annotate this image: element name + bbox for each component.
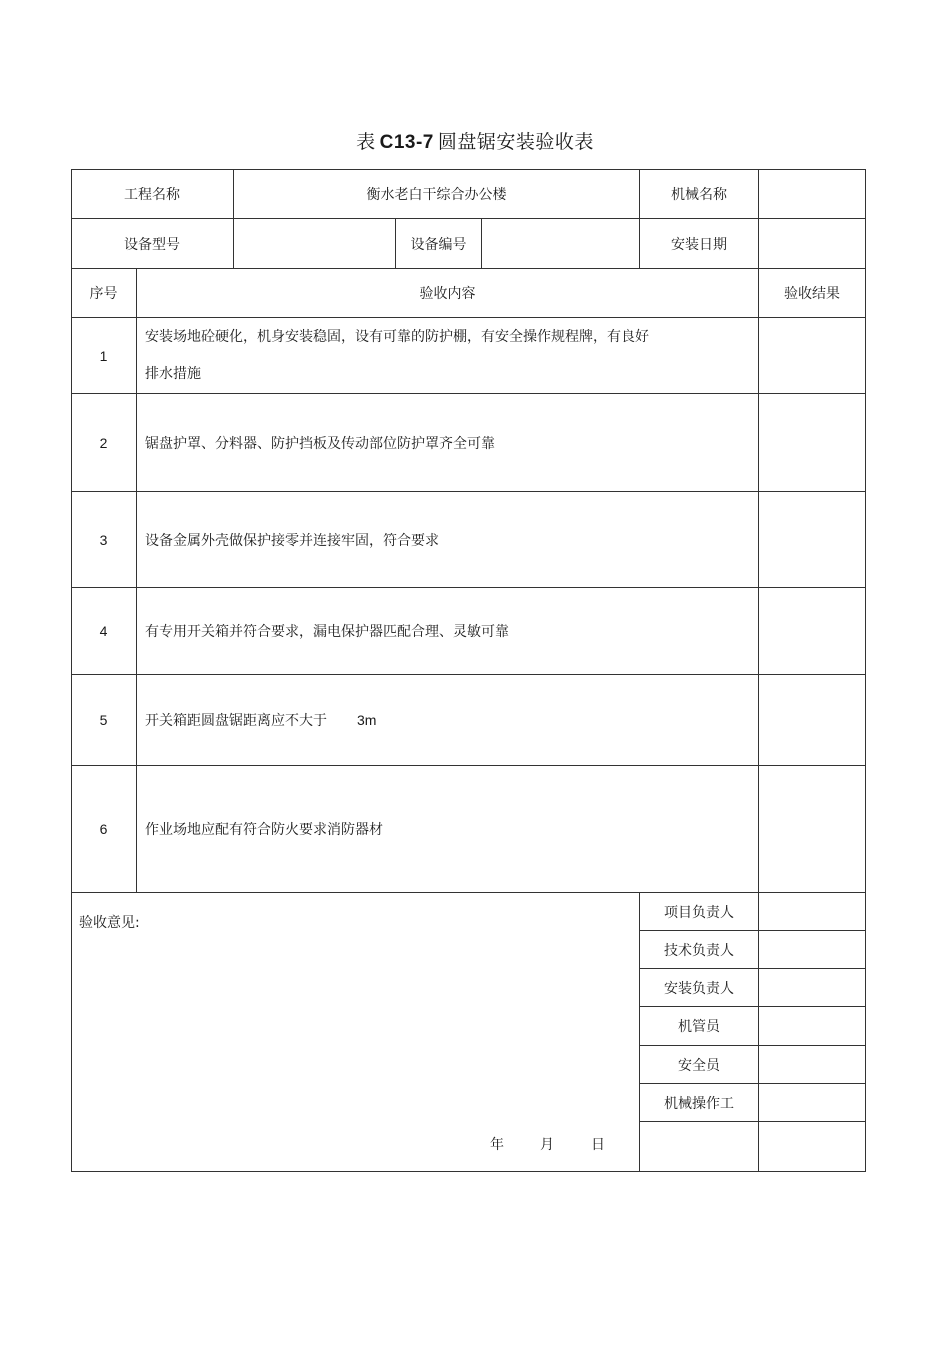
signature-field[interactable] (759, 1084, 865, 1121)
item-number: 1 (99, 347, 108, 364)
item-content: 作业场地应配有符合防火要求消防器材 (145, 822, 383, 838)
date-year: 年 (490, 1137, 504, 1153)
opinion-field[interactable] (72, 939, 638, 1119)
item-number: 3 (99, 531, 108, 548)
equipment-model-field[interactable] (234, 219, 395, 268)
equipment-number-label: 设备编号 (410, 236, 467, 253)
item-number: 2 (99, 434, 108, 451)
signature-label-installation-leader: 安装负责人 (664, 980, 734, 997)
item-content: 设备金属外壳做保护接零并连接牢固，符合要求 (145, 532, 439, 549)
project-name-label: 工程名称 (124, 186, 180, 203)
signature-label-technical-leader: 技术负责人 (664, 942, 734, 959)
title-prefix: 表 (356, 131, 376, 153)
result-column-header: 验收结果 (784, 286, 840, 302)
item-result-field[interactable] (759, 318, 865, 393)
item-content: 有专用开关箱并符合要求，漏电保护器匹配合理、灵敏可靠 (145, 624, 509, 640)
signature-field[interactable] (759, 931, 865, 968)
inspection-form-table (71, 169, 866, 1172)
item-result-field[interactable] (759, 675, 865, 765)
signature-field[interactable] (759, 1007, 865, 1045)
item-content-line: 排水措施 (145, 365, 201, 382)
date-day: 日 (591, 1137, 605, 1153)
item-result-field[interactable] (759, 394, 865, 491)
signature-field[interactable] (759, 969, 865, 1006)
machine-name-label: 机械名称 (671, 186, 727, 203)
item-content (137, 318, 758, 393)
title-code: C13-7 (379, 132, 434, 153)
equipment-number-field[interactable] (482, 219, 639, 268)
opinion-label: 验收意见: (79, 915, 140, 931)
install-date-field[interactable] (759, 219, 865, 268)
date-month: 月 (540, 1137, 554, 1153)
seq-column-header: 序号 (89, 286, 118, 302)
content-column-header: 验收内容 (419, 286, 476, 302)
item-content: 锯盘护罩、分料器、防护挡板及传动部位防护罩齐全可靠 (145, 435, 495, 452)
item-number: 4 (99, 623, 108, 639)
item-result-field[interactable] (759, 492, 865, 587)
title-name: 圆盘锯安装验收表 (437, 131, 594, 153)
signature-label-machine-operator: 机械操作工 (664, 1095, 734, 1112)
project-name-field[interactable]: 衡水老白干综合办公楼 (366, 186, 507, 203)
form-title (0, 127, 950, 154)
signature-label-machine-manager: 机管员 (678, 1019, 720, 1035)
install-date-label: 安装日期 (671, 236, 727, 253)
item-content-text: 开关箱距圆盘锯距离应不大于 (145, 713, 327, 729)
distance-value: 3m (357, 712, 377, 728)
table-border-right (865, 169, 866, 1172)
item-result-field[interactable] (759, 766, 865, 892)
signature-field[interactable] (759, 1122, 865, 1171)
signature-field[interactable] (759, 893, 865, 930)
item-number: 6 (99, 821, 108, 837)
equipment-model-label: 设备型号 (124, 236, 180, 253)
item-number: 5 (99, 712, 108, 728)
machine-name-field[interactable] (759, 169, 865, 218)
signature-field[interactable] (759, 1046, 865, 1083)
table-border-bottom (71, 1171, 866, 1172)
item-result-field[interactable] (759, 588, 865, 674)
signature-label-project-leader: 项目负责人 (664, 904, 734, 921)
item-content (137, 675, 758, 765)
signature-extra-field[interactable] (640, 1122, 758, 1171)
item-content-line: 安装场地砼硬化，机身安装稳固，设有可靠的防护棚，有安全操作规程牌，有良好 (145, 328, 649, 345)
signature-label-safety-officer: 安全员 (678, 1057, 720, 1074)
